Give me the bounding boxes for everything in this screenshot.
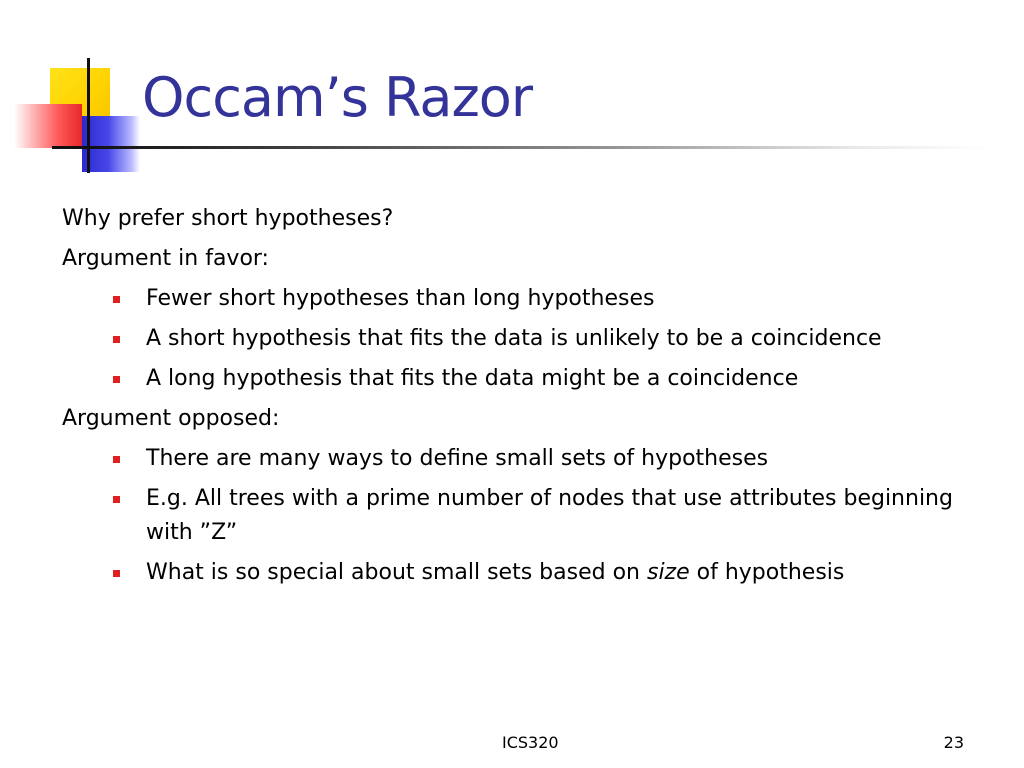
list-item [62,482,962,550]
list-item [62,322,962,356]
footer-course: ICS320 [502,733,559,752]
logo-vertical-line [87,58,90,173]
list-item [62,282,962,316]
bullet-text: There are many ways to define small sets of hypotheses [146,446,769,471]
bullet-text: Fewer short hypotheses than long hypotheses [146,286,655,311]
title-underline [88,146,988,149]
bullet-text: E.g. All trees with a prime number of nodes that use attributes beginning with ”Z” [146,486,953,545]
slide-body [62,202,962,596]
square-bullet-icon [113,456,120,463]
body-line-question: Why prefer short hypotheses? [62,206,394,231]
square-bullet-icon [113,336,120,343]
body-line-argument-opposed: Argument opposed: [62,406,280,431]
square-bullet-icon [113,296,120,303]
slide-logo-decoration [0,0,150,180]
list-item [62,556,962,590]
logo-blue-square [82,116,140,172]
bullet-text: A short hypothesis that fits the data is unlikely to be a coincidence [146,326,882,351]
square-bullet-icon [113,570,120,577]
square-bullet-icon [113,376,120,383]
list-item [62,442,962,476]
square-bullet-icon [113,496,120,503]
bullet-text-pre: What is so special about small sets based on [146,560,647,585]
footer-page-number: 23 [943,733,964,752]
slide-title: Occam’s Razor [142,66,533,129]
list-item [62,362,962,396]
bullet-text-post: of hypothesis [689,560,845,585]
body-line-argument-favor: Argument in favor: [62,246,269,271]
bullet-emphasis: size [646,560,690,585]
bullet-text: A long hypothesis that fits the data might be a coincidence [146,366,799,391]
logo-red-square [14,104,82,148]
